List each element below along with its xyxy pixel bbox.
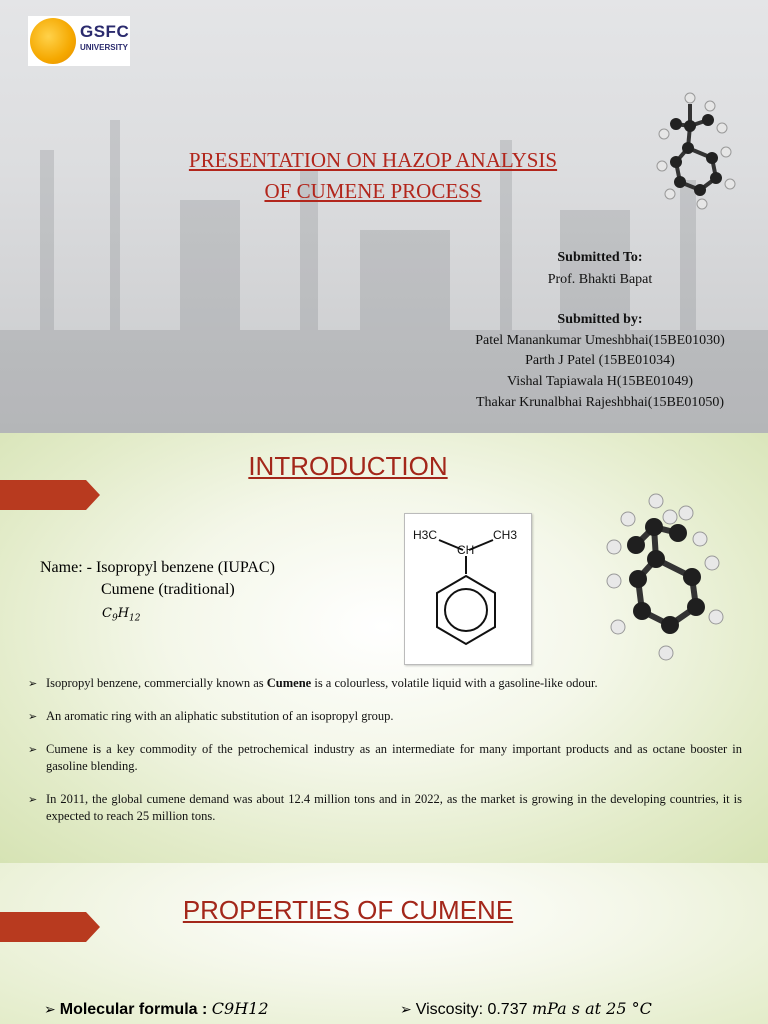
member-1: Patel Manankumar Umeshbhai(15BE01030) bbox=[475, 333, 725, 348]
presentation-title bbox=[110, 145, 636, 207]
section-arrow-tab bbox=[0, 480, 100, 510]
member-4: Thakar Krunalbhai Rajeshbhai(15BE01050) bbox=[475, 395, 725, 410]
title-line-2: OF CUMENE PROCESS bbox=[264, 179, 482, 203]
cumene-structure-diagram bbox=[404, 513, 532, 665]
gsfc-university-logo bbox=[28, 16, 130, 66]
ch3-label: CH3 bbox=[493, 528, 518, 542]
introduction-bullets bbox=[28, 675, 742, 841]
bullet-item: ➢ An aromatic ring with an aliphatic substitution of an isopropyl group. bbox=[28, 708, 742, 725]
member-2: Parth J Patel (15BE01034) bbox=[525, 353, 675, 368]
title-slide bbox=[0, 0, 768, 433]
viscosity-property: ➢ Viscosity: 0.737 mPa s at 25 °C bbox=[400, 999, 652, 1018]
arrow-bullet-icon: ➢ bbox=[44, 1002, 56, 1018]
logo-subtitle: UNIVERSITY bbox=[80, 43, 129, 52]
cumene-3d-model-icon bbox=[600, 489, 730, 669]
introduction-slide bbox=[0, 433, 768, 863]
bullet-item: ➢ In 2011, the global cumene demand was about 12.4 million tons and in 2022, as the market is growing in the developing countries, it is expected to reach 25 million tons. bbox=[28, 791, 742, 825]
name-iupac: Name: - Isopropyl benzene (IUPAC) bbox=[40, 559, 275, 576]
logo-name: GSFC bbox=[80, 22, 130, 41]
title-line-1: PRESENTATION ON HAZOP ANALYSIS bbox=[188, 148, 558, 172]
arrow-bullet-icon: ➢ bbox=[400, 1002, 412, 1018]
chemical-formula: $C_9H_{12}$ bbox=[102, 606, 141, 624]
h3c-label: H3C bbox=[413, 528, 438, 542]
ch-label: CH bbox=[457, 543, 475, 557]
introduction-heading: INTRODUCTION bbox=[248, 451, 448, 481]
properties-slide bbox=[0, 863, 768, 1024]
cumene-3d-model-icon bbox=[650, 90, 742, 210]
submitted-by-label: Submitted by: bbox=[557, 312, 643, 327]
logo-emblem bbox=[30, 18, 76, 64]
molecular-formula-property: ➢ Molecular formula : C9H12 bbox=[44, 999, 269, 1018]
member-3: Vishal Tapiawala H(15BE01049) bbox=[506, 374, 694, 389]
bullet-item: ➢ Isopropyl benzene, commercially known as Cumene is a colourless, volatile liquid with a gasoline-like odour. bbox=[28, 675, 742, 692]
supervisor-name: Prof. Bhakti Bapat bbox=[547, 272, 653, 287]
benzene-ring-icon bbox=[405, 514, 531, 664]
properties-heading: PROPERTIES OF CUMENE bbox=[182, 895, 514, 925]
submitted-to-label: Submitted To: bbox=[557, 250, 643, 265]
bullet-item: ➢ Cumene is a key commodity of the petrochemical industry as an intermediate for many important products and as octane booster in gasoline blending. bbox=[28, 741, 742, 775]
name-traditional: Cumene (traditional) bbox=[101, 581, 235, 598]
